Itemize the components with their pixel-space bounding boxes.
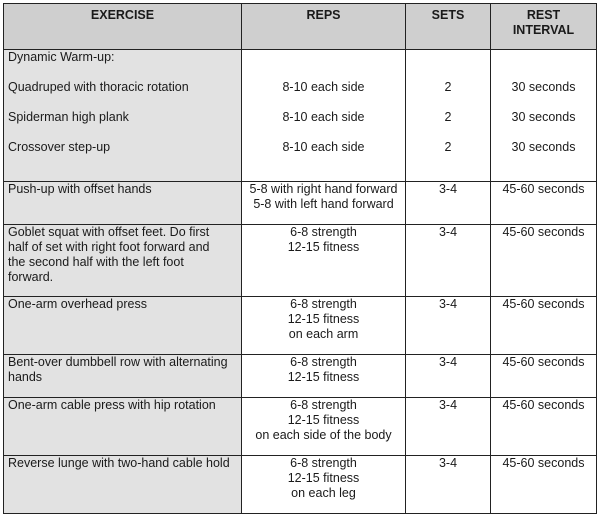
table-row [4,182,597,224]
rest-cell: 45-60 seconds [491,354,597,397]
warmup-sets-1: 2 [444,80,452,94]
sets-cell: 3-4 [406,398,491,456]
rest-cell: 45-60 seconds [491,456,597,514]
rest-cell: 45-60 seconds [491,398,597,456]
reps-line: 12-15 fitness [287,369,360,384]
header-sets: SETS [406,4,491,50]
exercise-cell [4,182,242,224]
table-row [4,398,597,456]
warmup-exercise-3: Crossover step-up [8,140,111,154]
header-rest-line2: INTERVAL [512,23,575,37]
reps-line: 6-8 strength [290,398,357,413]
warmup-title: Dynamic Warm-up: [8,50,115,64]
exercise-cell [4,456,242,514]
warmup-reps-1: 8-10 each side [282,80,365,94]
rest-cell: 45-60 seconds [491,182,597,224]
warmup-exercise-1: Quadruped with thoracic rotation [8,80,189,94]
reps-line: 6-8 strength [290,354,357,369]
header-rest-line1: REST [526,8,561,22]
reps-cell [242,296,406,354]
warmup-reps-cell [242,50,406,182]
table-row [4,224,597,296]
reps-line: 12-15 fitness [287,239,360,254]
exercise-line: Reverse lunge with two-hand cable hold [8,456,230,471]
exercise-line: half of set with right foot forward and [8,239,210,254]
reps-line: on each side of the body [255,428,392,443]
header-reps: REPS [242,4,406,50]
sets-cell: 3-4 [406,354,491,397]
warmup-sets-3: 2 [444,140,452,154]
exercise-cell [4,296,242,354]
exercise-line: forward. [8,269,54,284]
reps-cell [242,398,406,456]
warmup-rest-3: 30 seconds [511,140,576,154]
exercise-line: One-arm cable press with hip rotation [8,398,216,413]
reps-line: 5-8 with left hand forward [253,197,394,212]
exercise-line: Goblet squat with offset feet. Do first [8,224,210,239]
table-row [4,354,597,397]
warmup-rest-cell [491,50,597,182]
reps-line: 5-8 with right hand forward [249,182,398,197]
warmup-reps-3: 8-10 each side [282,140,365,154]
exercise-line: Bent-over dumbbell row with alternating [8,354,228,369]
reps-line: 6-8 strength [290,456,357,471]
reps-line: 12-15 fitness [287,413,360,428]
warmup-rest-1: 30 seconds [511,80,576,94]
warmup-exercise-cell [4,50,242,182]
reps-line: on each arm [288,326,359,341]
warmup-exercise-2: Spiderman high plank [8,110,129,124]
reps-line: 6-8 strength [290,296,357,311]
exercise-line: the second half with the left foot [8,254,184,269]
reps-line: 12-15 fitness [287,311,360,326]
warmup-sets-2: 2 [444,110,452,124]
exercise-line: One-arm overhead press [8,296,147,311]
table-row [4,456,597,514]
exercise-cell [4,224,242,296]
header-row [4,4,597,50]
warmup-row [4,50,597,182]
reps-line: on each leg [291,486,356,501]
reps-line: 12-15 fitness [287,471,360,486]
table-row [4,296,597,354]
rest-cell: 45-60 seconds [491,224,597,296]
reps-cell [242,456,406,514]
sets-cell: 3-4 [406,296,491,354]
sets-cell: 3-4 [406,224,491,296]
warmup-rest-2: 30 seconds [511,110,576,124]
warmup-reps-2: 8-10 each side [282,110,365,124]
rest-cell: 45-60 seconds [491,296,597,354]
reps-cell [242,224,406,296]
exercise-line: Push-up with offset hands [8,182,152,197]
warmup-sets-cell [406,50,491,182]
header-rest-interval [491,4,597,50]
reps-cell [242,354,406,397]
sets-cell: 3-4 [406,182,491,224]
exercise-cell [4,398,242,456]
sets-cell: 3-4 [406,456,491,514]
reps-cell [242,182,406,224]
exercise-line: hands [8,369,43,384]
reps-line: 6-8 strength [290,224,357,239]
exercise-cell [4,354,242,397]
workout-table [3,3,597,514]
header-exercise: EXERCISE [4,4,242,50]
